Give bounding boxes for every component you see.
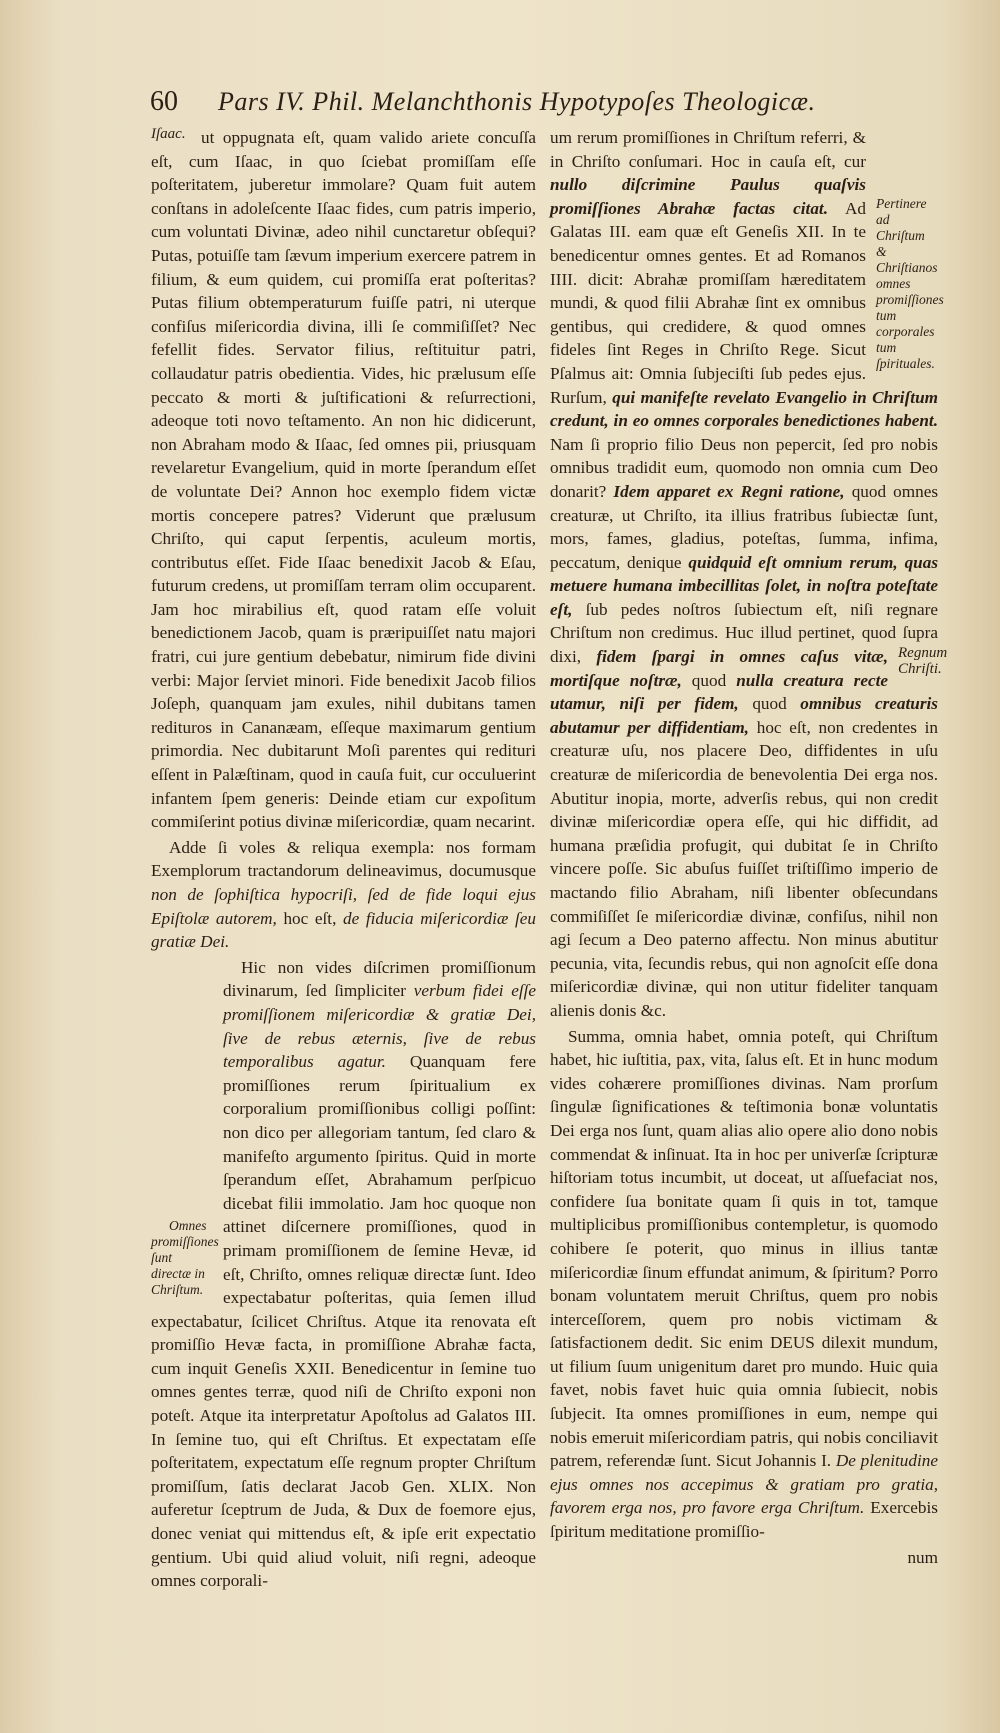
running-title: Pars IV. Phil. Melanchthonis Hypotypoſes Theologicæ.: [218, 87, 816, 116]
right-p1-italic: nullo diſcrimine Paulus quaſvis promiſſiones Abrahæ factas citat.: [550, 175, 866, 218]
left-p1-text: ut oppugnata eſt, quam valido ariete concuſſa eſt, cum Iſaac, in quo ſciebat promiſſam eſſe poſteritatem, juberetur immolare? Quam fuit autem conſtans in adoleſcente Iſaac fides, cum patris imperio, cum voluntati Divinæ, adeo nihil cunctaretur obſequi? Putas, potuiſſe tam ſævum imperium exercere patrem in filium, & eum quidem, cui promiſſa erat poſteritas? Putas filium obtemperaturum fuiſſe patri, ni uterque confiſus miſericordia divina, illi ſe commiſiſſet? Nec fefellit fides. Servator filius, reſtituitur patri, collaudatur patris obedientia. Vides, hic prælusum eſſe peccato & morti & juſtificationi & reſurrectioni, adeoque toti novo teſtamento. An non hic didicerunt, non Abraham modo & Iſaac, ſed omnes pii, priusquam revelaretur Evangelium, quid in morte ſperandum eſſet de voluntate Dei? Annon hoc exemplo fidem victæ mortis concepere patres? Viderunt que prælusum Chriſto, qui caput ſerpentis, aculeum mortis, contributus eſſet. Fide Iſaac benedixit Jacob & Eſau, futurum credens, ut promiſſam terram olim occuparent. Jam hoc mirabilius eſt, quod ratam eſſe voluit benedictionem Jacob, quam is præripuiſſet natu majori fratri, cui jure gentium debebatur, nimirum fide divini verbi: Major ſerviet minori. Fide benedixit Jacob filios Joſeph, quanquam jam exules, nihil dubitans tamen redituros in Cananæam, eſſeque maximarum gentium primordia. Nec dubitarunt Moſi parentes qui rediturі eſſent in Palæſtinam, quod in cauſa fuit, cur occuluerint infantem ſpem generis: Deinde etiam cur expoſitum commiſerint potius divinæ miſericordiæ, quam necarint.: [151, 128, 536, 832]
catchword-line: [550, 1546, 938, 1570]
left-paragraph-3: [151, 956, 536, 1593]
margin-note-pertinere: Pertinere ad Chriſtum & Chriſtianos omnes promiſſiones tum corporales tum ſpirituales.: [876, 196, 944, 371]
right-p1-text-6: quod: [691, 670, 727, 690]
right-p1-italic-2: qui manifeſte revelato Evangelio in Chriſtum credunt, in eo omnes corporales benedictiones habent.: [550, 387, 938, 431]
left-column: [151, 126, 536, 1686]
right-p2-text: Summa, omnia habet, omnia poteſt, qui Chriſtum habet, hic iuſtitia, pax, vita, ſalus eſt. Et in hunc modum vides cohærere promiſſiones divinas. Nam prorſum ſingulæ ſignificationes & teſtimonia bonæ voluntatis Dei erga nos ſunt, quam alias alio opere alio dono nobis commendat & inſinuat. Ita in hoc per univerſæ ſcripturæ hiſtoriam totus incumbit, ut doceat, ut aſſuefaciat nos, confidere ſua bonitate quam ſi quis in tot, tamque multiplicibus promiſſionibus contempletur, is quomodo cohibere ſe poterit, quo minus in illius tantæ miſericordiæ ſinum effundat animum, & ſpiritum? Porro bonam voluntatem meruit Chriſtus, quem pro nobis interceſſorem, quem pro nobis victimam & ſatisfactionem dedit. Sic enim DEUS dilexit mundum, ut filium ſuum unigenitum daret pro mundo. Huic quia favet, nobis favet huic quia omnia ſubiecit, nobis ſubjecit. Ita omnes promiſſiones in eum, nempe qui nobis emeruit miſericordiam patris, qui nobis conciliavit patrem, referendæ ſunt. Sicut Johannis I.: [550, 1026, 938, 1471]
right-p1-italic-7: omnibus creaturis abutamur per diffidentiam,: [550, 694, 939, 737]
right-p1-text-8: hoc eſt, non credentes in creaturæ uſu, nos placere Deo, diffidentes in uſu creaturæ de miſericordia de benevolentia Dei erga nos. Abutitur inopia, morte, adverſis rebus, qui non credit divinæ miſericordiæ opera eſſe, qui hic diffidit, ad humana præſidia profugit, qui dubitat ſe in Chriſto vincere poſſe. Sic abuſus fuiſſet triſtiſſimo imperio de mactando filio Abraham, niſi libenter obſecundans commiſiſſet ſe miſericordiæ divinæ, confiſus, nihil non agi ſecum a Deo paterno affectu. Non minus abutitur pecunia, vita, ſecundis rebus, qui non agnoſcit eſſe dona miſericordiæ divinæ, qui non utitur fideliter tanquam alienis donis &c.: [550, 717, 938, 1020]
right-p1-italic-4: quidquid eſt omnium rerum, quas metuere humana imbecillitas ſolet, in noſtra poteſtate eſt,: [550, 552, 939, 619]
page-number: 60: [150, 86, 178, 117]
left-p2-italic-2: de fiducia miſericordiæ ſeu gratiæ Dei.: [151, 908, 536, 952]
margin-label-isaac: Iſaac.: [151, 126, 186, 142]
right-p1-italic-5: fidem ſpargi in omnes caſus vitæ, mortiſque noſtræ,: [550, 647, 888, 690]
left-paragraph-2: [151, 836, 536, 954]
page-header: [150, 86, 940, 122]
right-p2-text-2: Exercebis ſpiritum meditatione promiſſio-: [550, 1498, 938, 1542]
left-p3-text-2: Quanquam fere promiſſiones rerum ſpiritualium ex corporalium promiſſionibus colligi poſſint: non dico per allegoriam tantum, ſed claro & manifeſto argumento ſpiritus. Quid in morte ſperandum eſſet, Abrahamum perſpicuo dicebat filii immolatio. Jam hoc quoque non attinet diſcernere promiſſiones, quod in primam promiſſionem de ſemine Hevæ, id eſt, Chriſto, omnes reliquæ directæ ſunt. Ideo expectabatur poſteritas, quia ſemen illud expectabatur, ſcilicet Chriſtus. Atque ita renovata eſt promiſſio Hevæ facta, in promiſſione Abrahæ facta, cum inquit Geneſis XXII. Benedicentur in ſemine tuo omnes gentes terræ, quod niſi de Chriſto exponi non poteſt. Atque ita interpretatur Apoſtolus ad Galatos III. In ſemine tuo, qui eſt Chriſtus. Et expectatam eſſe poſteritatem, expectatum eſſe regnum propter Chriſtum promiſſum, ſatis declarat Jacob Gen. XLIX. Non auferetur ſceptrum de Juda, & Dux de foemore ejus, donec veniat qui mittendus eſt, & ipſe erit expectatio gentium. Ubi quid aliud voluit, niſi regni, adeoque omnes corporali-: [151, 1052, 536, 1591]
right-p1-text-2: Ad Galatas III. eam quæ eſt Geneſis XII. In te benedicentur omnes gentes. Et ad Romanos IIII. dicit: Abrahæ promiſſam hæreditatem mundi, & quod filii Abrahæ ſint ex omnibus gentibus, qui crediderе, & quod omnes fideles ſint Reges in Chriſto Rege. Sicut Pſalmus ait: Omnia ſubjeciſti ſub pedes ejus. Rurſum,: [550, 198, 866, 407]
right-paragraph-1: [550, 126, 948, 1023]
left-p2-italic: non de ſophiſtica hypocriſi, ſed de fide loqui ejus Epiſtolæ autorem,: [151, 885, 536, 928]
right-paragraph-2: [550, 1025, 938, 1544]
left-p3-italic: verbum fidei eſſe promiſſionem miſericordiæ & gratiæ Dei, ſive de rebus æternis, ſive de rebus temporalibus agatur.: [223, 981, 537, 1072]
left-p2-text-2: hoc eſt,: [283, 908, 337, 928]
right-column: [550, 126, 948, 1686]
right-p1-text-5: ſub pedes noſtros ſubiectum eſt, niſi regnare Chriſtum non credimus. Huc illud pertinet, quod ſupra dixi,: [550, 599, 938, 667]
left-paragraph-1: [151, 126, 536, 834]
margin-note-regnum: Regnum Chriſti.: [898, 645, 948, 678]
right-p1-italic-3: Idem apparet ex Regni ratione,: [613, 481, 845, 501]
catchword: num: [907, 1547, 938, 1567]
left-p2-text: Adde ſi voles & reliqua exempla: nos formam Exemplorum tractandorum delineavimus, documusque: [151, 837, 536, 881]
right-p1-italic-6: nulla creatura recte utamur, niſi per fidem,: [550, 670, 888, 714]
right-p1-text-4: quod omnes creaturæ, ut Chriſto, ita illius fratribus ſubiectæ ſunt, mors, fames, gladius, poteſtas, ſumma, infima, peccatum, denique: [550, 481, 939, 572]
right-p1-text-3: Nam ſi proprio filio Deus non pepercit, ſed pro nobis omnibus tradidit eum, quomodo non omnia cum Deo donarit?: [550, 434, 938, 501]
right-p2-italic: De plenitudine ejus omnes nos accepimus & gratiam pro gratia, favorem erga nos, pro favore erga Chriſtum.: [550, 1451, 938, 1518]
right-p1-text-7: quod: [752, 694, 787, 714]
margin-note-promissiones: Omnes promiſſiones ſunt directæ in Chriſtum.: [151, 1217, 219, 1297]
right-p1-text: um rerum promiſſiones in Chriſtum referri, & in Chriſto conſumari. Hoc in cauſa eſt, cur: [550, 128, 866, 171]
left-p3-text: Hic non vides diſcrimen promiſſionum divinarum, ſed ſimpliciter: [223, 957, 536, 1001]
